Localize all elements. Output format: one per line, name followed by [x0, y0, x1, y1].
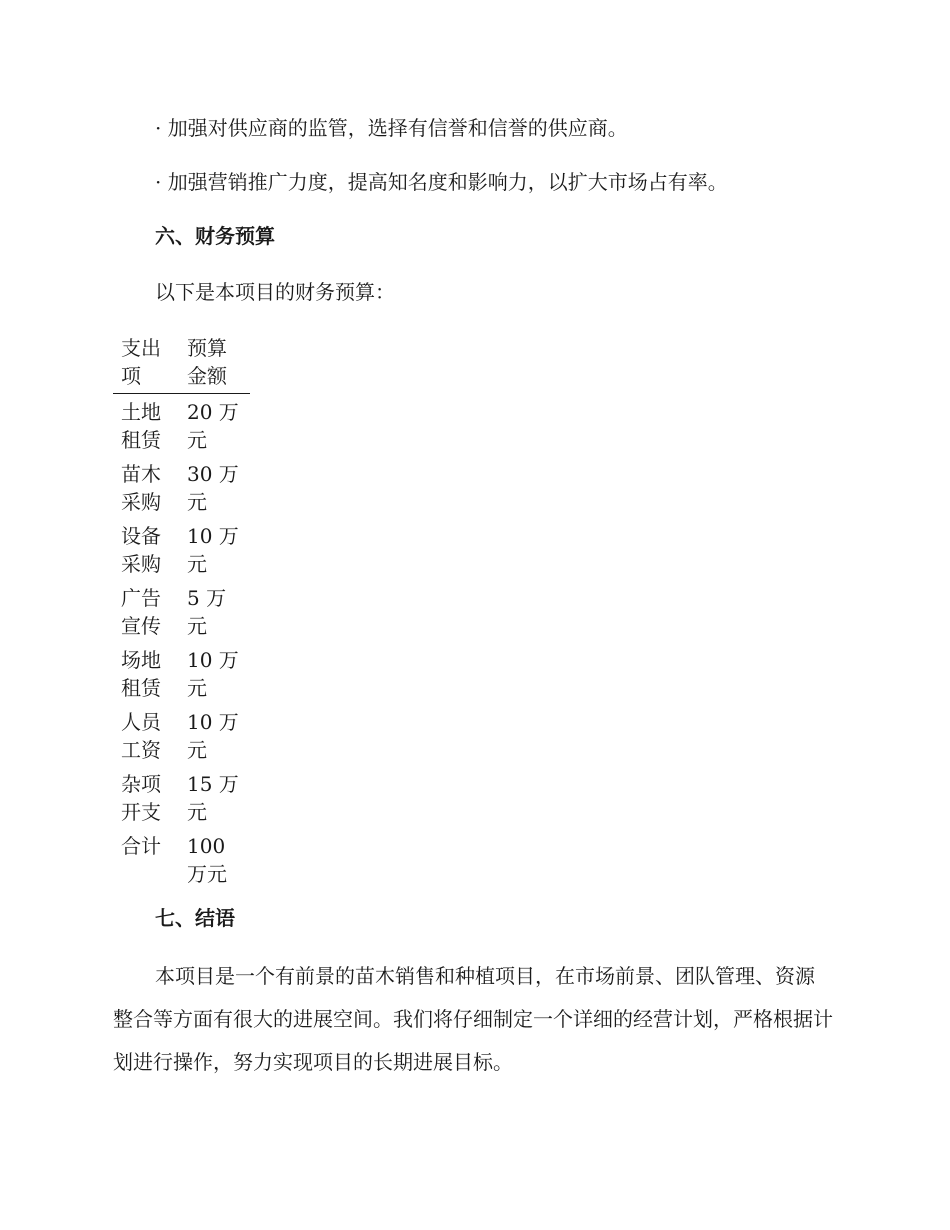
table-row [113, 518, 250, 580]
budget-amount-cell: 100 万元 [187, 834, 227, 886]
budget-amount-cell: 5 万元 [187, 586, 227, 638]
table-header-row [113, 334, 250, 394]
budget-amount-cell: 30 万元 [187, 462, 239, 514]
expense-item-cell: 杂项开支 [121, 772, 161, 824]
header-expense-item: 支出项 [121, 336, 161, 388]
header-budget-amount: 预算金额 [187, 336, 227, 388]
expense-item-cell: 设备采购 [121, 524, 161, 576]
budget-amount-cell: 20 万元 [187, 400, 239, 452]
expense-item-cell: 场地租赁 [121, 648, 161, 700]
table-row [113, 766, 250, 828]
bullet-marketing-promotion: · 加强营销推广力度，提高知名度和影响力，以扩大市场占有率。 [155, 170, 728, 194]
budget-amount-cell: 10 万元 [187, 710, 239, 762]
expense-item-cell: 人员工资 [121, 710, 161, 762]
section-heading-financial-budget: 六、财务预算 [155, 224, 275, 248]
table-row [113, 580, 250, 642]
expense-item-cell: 土地租赁 [121, 400, 161, 452]
bullet-supplier-supervision: · 加强对供应商的监管，选择有信誉和信誉的供应商。 [155, 116, 628, 140]
table-row [113, 394, 250, 457]
budget-intro-text: 以下是本项目的财务预算： [155, 280, 395, 304]
budget-amount-cell: 10 万元 [187, 524, 239, 576]
table-row [113, 456, 250, 518]
table-row [113, 642, 250, 704]
expense-item-cell: 苗木采购 [121, 462, 161, 514]
expense-item-cell: 合计 [121, 834, 161, 858]
conclusion-paragraph: 本项目是一个有前景的苗木销售和种植项目，在市场前景、团队管理、资源整合等方面有很大的进展空间。我们将仔细制定一个详细的经营计划，严格根据计划进行操作，努力实现项目的长期进展目标。 [113, 964, 833, 1074]
table-row [113, 704, 250, 766]
expense-item-cell: 广告宣传 [121, 586, 161, 638]
budget-table [113, 334, 250, 890]
budget-amount-cell: 15 万元 [187, 772, 239, 824]
table-row-total [113, 828, 250, 890]
section-heading-conclusion: 七、结语 [155, 906, 235, 930]
budget-amount-cell: 10 万元 [187, 648, 239, 700]
